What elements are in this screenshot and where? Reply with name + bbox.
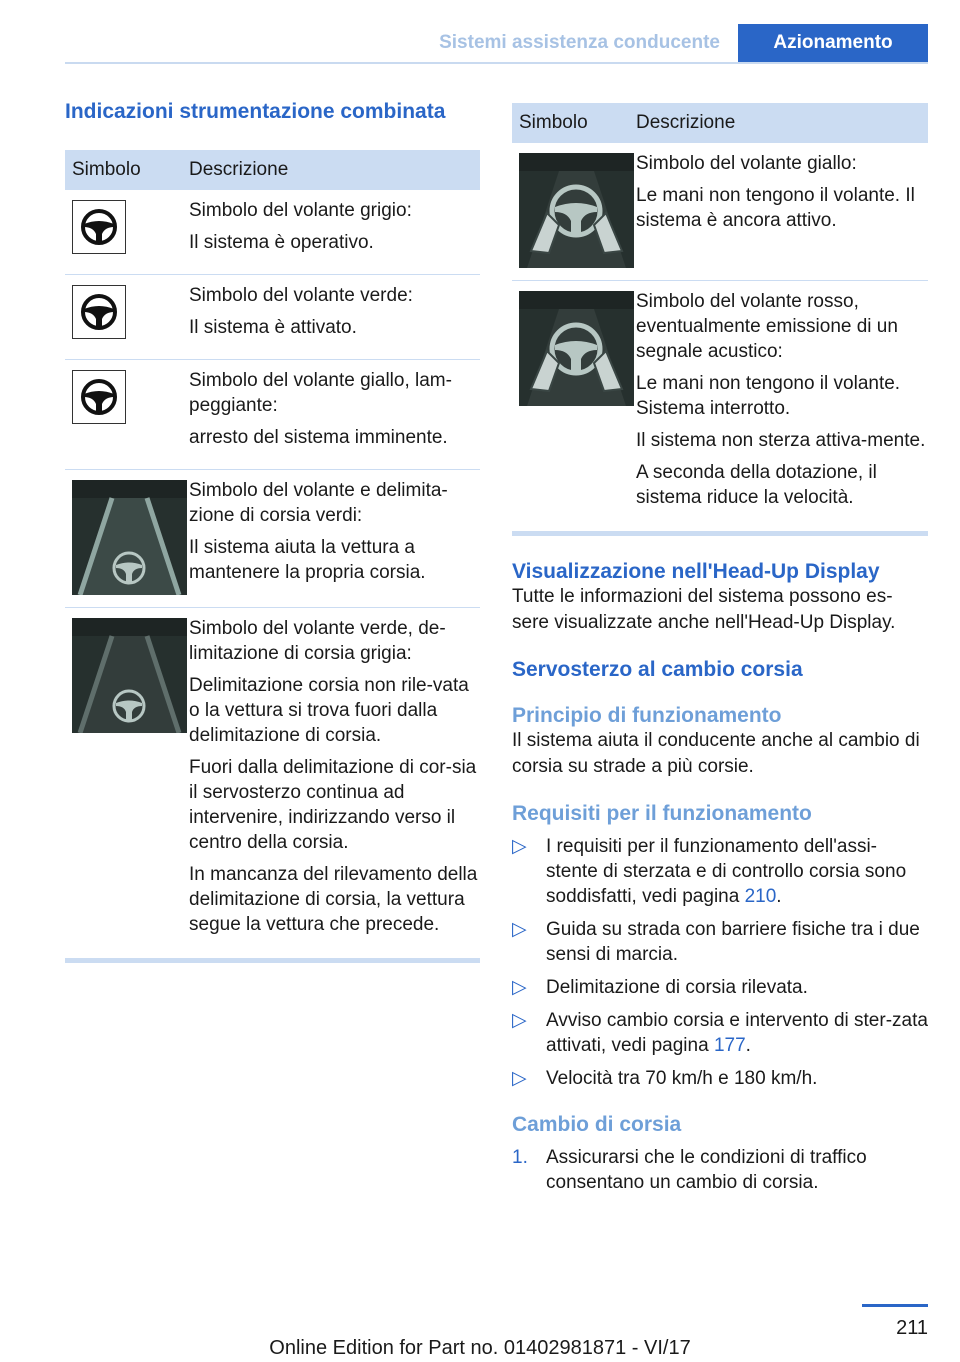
list-item <box>512 1008 928 1058</box>
triangle-bullet-icon: ▷ <box>512 1068 527 1089</box>
row-desc-line: Simbolo del volante rosso, eventualmente emissione di un segnale acustico: <box>636 291 898 362</box>
row-desc-line: Il sistema non sterza attiva-mente. <box>636 430 926 451</box>
col-header-symbol: Simbolo <box>519 112 588 133</box>
right-column <box>512 103 928 1203</box>
table-row <box>65 470 480 608</box>
row-desc-line: arresto del sistema imminente. <box>189 427 448 448</box>
row-desc-line: Le mani non tengono il volante. Sistema interrotto. <box>636 373 901 419</box>
lane-steering-green-icon <box>72 480 187 595</box>
table-row <box>65 360 480 470</box>
row-desc-line: Simbolo del volante verde: <box>189 285 413 306</box>
table-row <box>65 608 480 956</box>
row-desc-line: Le mani non tengono il volante. Il sistema è ancora attivo. <box>636 185 915 231</box>
list-item-punct: . <box>745 1035 751 1056</box>
principle-heading: Principio di funzionamento <box>512 704 782 727</box>
lane-change-steps-heading: Cambio di corsia <box>512 1113 682 1136</box>
list-item-text: Delimitazione di corsia rilevata. <box>546 977 808 998</box>
hud-text: Tutte le informazioni del sistema possono es-sere visualizzate anche nell'Head-Up Display. <box>512 586 896 633</box>
steering-wheel-yellow-icon <box>72 370 126 424</box>
table-end-rule <box>65 958 480 963</box>
triangle-bullet-icon: ▷ <box>512 977 527 998</box>
page-link[interactable]: 177 <box>713 1035 746 1056</box>
requirements-heading: Requisiti per il funzionamento <box>512 802 812 825</box>
page-header <box>65 24 928 64</box>
table-row <box>65 190 480 275</box>
section-title: Indicazioni strumentazione combinata <box>65 100 446 123</box>
list-item <box>512 834 928 909</box>
triangle-bullet-icon: ▷ <box>512 919 527 940</box>
step-number: 1. <box>512 1147 528 1168</box>
row-desc-line: Il sistema aiuta la vettura a mantenere la propria corsia. <box>189 537 426 583</box>
page-number-rule <box>862 1304 928 1307</box>
lane-change-heading: Servosterzo al cambio corsia <box>512 658 803 681</box>
principle-text: Il sistema aiuta il conducente anche al cambio di corsia su strade a più corsie. <box>512 730 920 777</box>
list-item-text: I requisiti per il funzionamento dell'assi-stente di sterzata e di controllo corsia sono soddisfatti, vedi pagina <box>546 836 907 907</box>
list-item-text: Guida su strada con barriere fisiche tra i due sensi di marcia. <box>546 919 920 965</box>
list-item <box>512 917 928 967</box>
hud-heading: Visualizzazione nell'Head-Up Display <box>512 560 880 583</box>
triangle-bullet-icon: ▷ <box>512 1010 527 1031</box>
row-desc-line: Simbolo del volante grigio: <box>189 200 412 221</box>
row-desc-line: Il sistema è attivato. <box>189 317 357 338</box>
col-header-description: Descrizione <box>636 112 736 133</box>
table-header <box>65 150 480 190</box>
col-header-description: Descrizione <box>189 159 289 180</box>
row-desc-line: Simbolo del volante giallo, lam-peggiante: <box>189 370 452 416</box>
hands-off-red-icon <box>519 291 634 406</box>
row-desc-line: In mancanza del rilevamento della delimitazione di corsia, la vettura segue la vettura che precede. <box>189 864 478 935</box>
breadcrumb[interactable]: Sistemi assistenza conducente <box>439 32 720 53</box>
steering-wheel-grey-icon <box>72 200 126 254</box>
list-item-text: Velocità tra 70 km/h e 180 km/h. <box>546 1068 818 1089</box>
list-item-text: Avviso cambio corsia e intervento di ster-zata attivati, vedi pagina <box>546 1010 928 1056</box>
list-item <box>512 1066 928 1091</box>
page-number: 211 <box>896 1317 928 1339</box>
col-header-symbol: Simbolo <box>72 159 141 180</box>
lane-steering-grey-icon <box>72 618 187 733</box>
row-desc-line: Simbolo del volante verde, de-limitazione di corsia grigia: <box>189 618 446 664</box>
table-row <box>65 275 480 360</box>
table-row <box>512 281 928 529</box>
steering-wheel-green-icon <box>72 285 126 339</box>
list-item-text: Assicurarsi che le condizioni di traffico consentano un cambio di corsia. <box>546 1147 867 1193</box>
row-desc-line: Simbolo del volante e delimita-zione di corsia verdi: <box>189 480 448 526</box>
list-item <box>512 1145 928 1195</box>
table-header <box>512 103 928 143</box>
row-desc-line: Il sistema è operativo. <box>189 232 374 253</box>
row-desc-line: A seconda della dotazione, il sistema riduce la velocità. <box>636 462 877 508</box>
row-desc-line: Simbolo del volante giallo: <box>636 153 857 174</box>
list-item-punct: . <box>776 886 782 907</box>
row-desc-line: Fuori dalla delimitazione di cor-sia il servosterzo continua ad intervenire, indirizzando verso il centro della corsia. <box>189 757 477 853</box>
triangle-bullet-icon: ▷ <box>512 836 527 857</box>
row-desc-line: Delimitazione corsia non rile-vata o la vettura si trova fuori dalla delimitazione di corsia. <box>189 675 469 746</box>
page-link[interactable]: 210 <box>744 886 777 907</box>
list-item <box>512 975 928 1000</box>
hands-off-yellow-icon <box>519 153 634 268</box>
section-tab[interactable]: Azionamento <box>738 24 928 62</box>
left-column <box>65 100 480 963</box>
edition-footer: Online Edition for Part no. 01402981871 - VI/17 <box>269 1337 691 1359</box>
table-row <box>512 143 928 281</box>
